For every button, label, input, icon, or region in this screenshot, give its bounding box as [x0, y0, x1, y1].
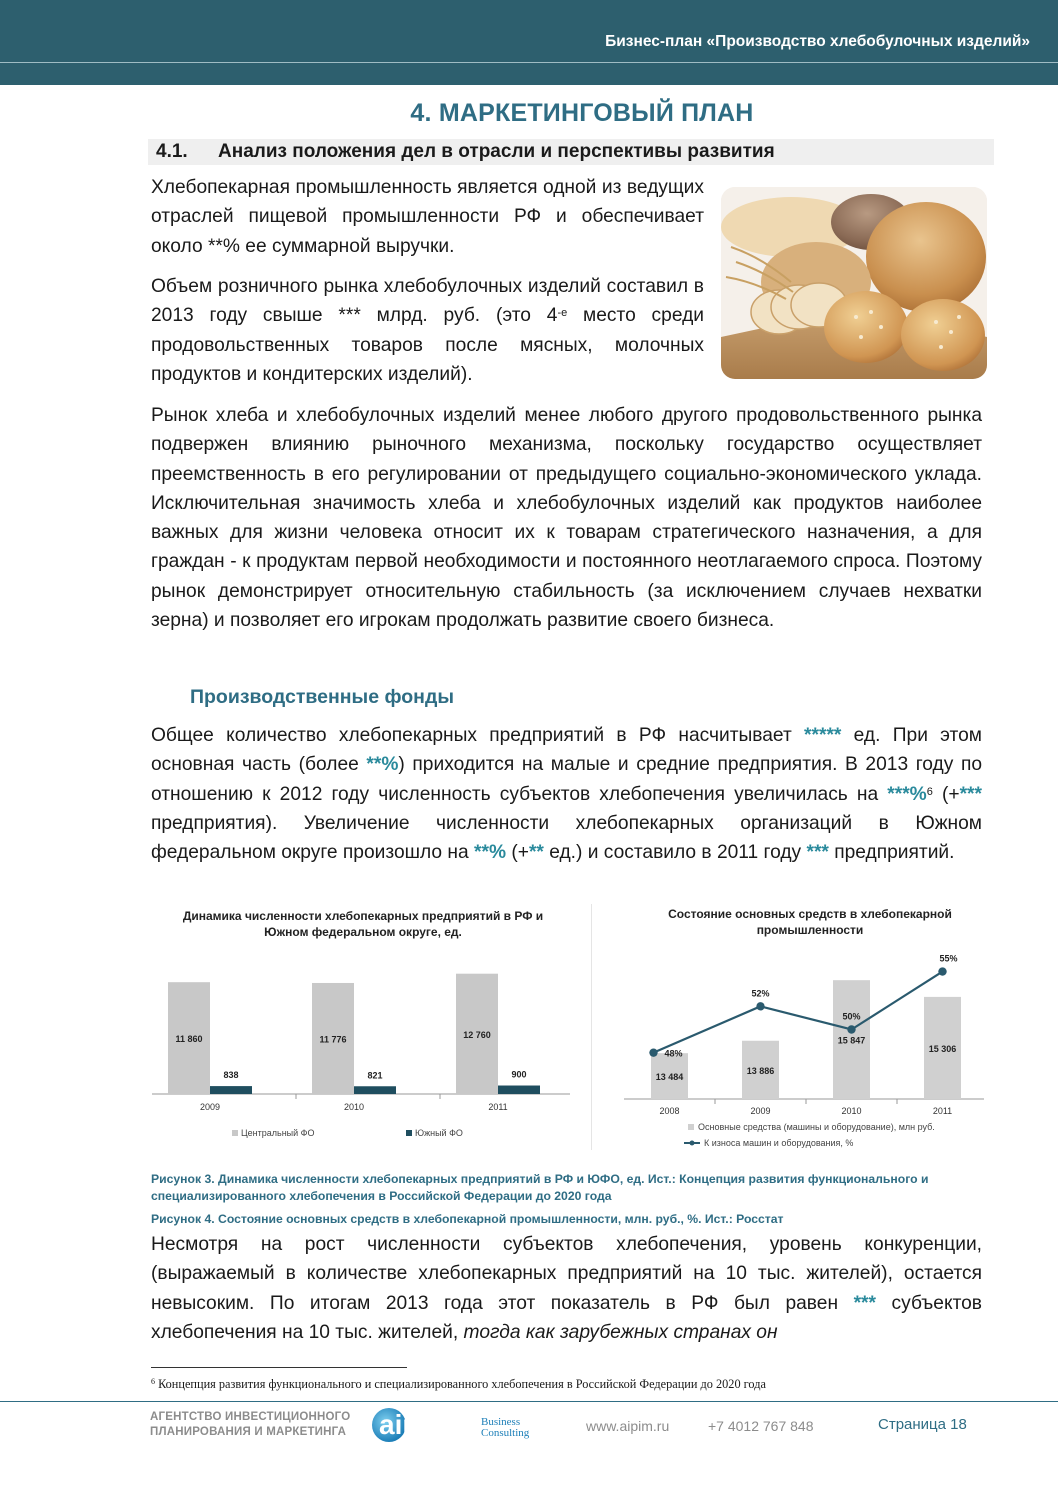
chart2-point-label-2010: 50%: [842, 1011, 861, 1022]
pf-hidden-1: *****: [804, 725, 842, 746]
chart1-legend-south: Южный ФО: [415, 1128, 463, 1138]
footer-rule: [0, 1401, 1058, 1402]
chart1-label-central-2011: 12 760: [463, 1029, 491, 1040]
paragraph-competition: [151, 1230, 982, 1347]
final-text-2: субъектов хлебопечения на 10 тыс. жителей,: [151, 1292, 983, 1343]
chart2-legend-bar-swatch: [688, 1124, 694, 1130]
chart-fixed-assets-svg: [608, 902, 988, 1154]
pf-hidden-7: ***: [806, 842, 829, 864]
chart2-tick-2011: 2011: [932, 1106, 953, 1116]
pf-text-4: (+: [932, 783, 960, 805]
chart2-tick-2008: 2008: [659, 1106, 680, 1116]
chart2-title-line-1: промышленности: [756, 923, 864, 937]
chart2-point-label-2009: 52%: [751, 988, 770, 999]
footnote-rule: [151, 1367, 407, 1368]
footnote: [151, 1377, 766, 1392]
chart2-tick-2009: 2009: [750, 1106, 771, 1116]
paragraph-market-stability: Рынок хлеба и хлебобулочных изделий менее любого другого продовольственного рынка подвержен влиянию рыночного механизма, поскольку государство осуществляет преемственность в его регулировании от предыдущего социально-экономического уклада. Исключительная значимость хлеба и хлебобулочных изделий как продуктов наиболее важных для жизни человека относит их к товарам стратегического назначения, а для граждан - к продуктам первой необходимости и постоянного неотлагаемого спроса. Поэтому рынок демонстрирует относительную стабильность (за исключением случаев нехватки зерна) и позволяет его игрокам продолжать развитие своего бизнеса.: [151, 405, 982, 632]
chart1-legend-central: Центральный ФО: [241, 1128, 315, 1138]
chart-enterprises: [148, 902, 578, 1159]
chart2-title-line-0: Состояние основных средств в хлебопекарной: [668, 907, 952, 921]
final-hidden-1: ***: [853, 1292, 876, 1314]
subsection-heading: [148, 139, 994, 165]
chart1-tick-2010: 2010: [343, 1102, 365, 1112]
pf-hidden-4: ***: [959, 783, 982, 805]
chart2-tick-2010: 2010: [841, 1106, 862, 1116]
p2-part-b: место среди продовольственных товаров после мясных, молочных продуктов и кондитерских изделий).: [151, 305, 704, 385]
chart1-bar-south-2009: [210, 1086, 252, 1094]
chart2-bar-label-2009: 13 886: [746, 1065, 775, 1076]
pf-hidden-3: ***%: [887, 783, 927, 805]
p2-part-a: Объем розничного рынка хлебобулочных изделий составил в 2013 году свыше *** млрд. руб. (это 4: [151, 276, 704, 327]
logo-sub-1: Business: [481, 1416, 521, 1428]
chart1-legend-central-swatch: [232, 1130, 238, 1136]
chart1-title-line-1: Южном федеральном округе, ед.: [264, 925, 462, 939]
chart2-point-2011: [938, 967, 946, 975]
footer-agency: [150, 1410, 350, 1440]
section-number: 4.: [410, 99, 432, 127]
section-title: [0, 99, 1058, 128]
pf-hidden-5: **%: [474, 842, 507, 864]
chart-divider: [591, 904, 592, 1150]
final-text-1: Несмотря на рост численности субъектов хлебопечения, уровень конкуренции, (выражаемый в количестве хлебопекарных предприятий на 10 тыс. жителей), остается невысоким. По итогам 2013 года этот показатель в РФ был равен: [151, 1234, 982, 1314]
agency-line-1: АГЕНТСТВО ИНВЕСТИЦИОННОГО: [150, 1411, 351, 1423]
chart2-legend-bar: Основные средства (машины и оборудование), млн руб.: [698, 1122, 935, 1132]
chart2-bar-label-2011: 15 306: [928, 1043, 957, 1054]
footnote-ref[interactable]: 6: [926, 785, 933, 798]
chart2-point-label-2008: 48%: [664, 1048, 683, 1059]
pf-text-7: ед.) и составило в 2011 году: [543, 842, 807, 864]
pf-text-8: предприятий.: [828, 842, 955, 864]
p2-superscript: -е: [557, 307, 568, 320]
figure-4-caption: Рисунок 4. Состояние основных средств в хлебопекарной промышленности, млн. руб., %. Ист.: Росстат: [151, 1212, 784, 1226]
logo-word: aipim: [379, 1409, 453, 1440]
aipim-logo-icon: [371, 1405, 536, 1445]
pf-text-5: предприятия). Увеличение численности хлебопекарных организаций в Южном федеральном округе произошло на: [151, 812, 982, 864]
pf-hidden-2: **%: [366, 754, 399, 776]
chart1-title-line-0: Динамика численности хлебопекарных предприятий в РФ и: [182, 909, 544, 923]
bread-photo: [721, 187, 987, 379]
footer-website-link[interactable]: www.aipim.ru: [586, 1418, 670, 1434]
chart1-label-south-2009: 838: [223, 1070, 239, 1081]
chart1-label-south-2010: 821: [367, 1070, 383, 1081]
chart1-tick-2011: 2011: [488, 1102, 508, 1112]
chart1-legend-south-swatch: [406, 1130, 412, 1136]
chart2-point-2009: [756, 1002, 764, 1010]
chart2-point-2008: [649, 1048, 657, 1056]
header-band: [0, 0, 1058, 85]
chart2-line: [654, 972, 943, 1053]
chart-fixed-assets: [608, 902, 988, 1159]
figure-3-caption: Рисунок 3. Динамика численности хлебопекарных предприятий в РФ и ЮФО, ед. Ист.: Концепция развития функционального и специализированного хлебопечения в Российской Федерации до 2020 года: [151, 1172, 929, 1203]
chart2-bar-label-2010: 15 847: [837, 1035, 866, 1046]
chart2-point-label-2011: 55%: [939, 953, 958, 964]
logo-sub-2: Consulting: [481, 1427, 530, 1439]
chart1-bar-south-2010: [354, 1086, 396, 1094]
footer-phone[interactable]: +7 4012 767 848: [708, 1418, 814, 1434]
subsection-number: 4.1.: [156, 141, 188, 162]
production-funds-heading: Производственные фонды: [190, 686, 454, 708]
paragraph-production-funds: [151, 721, 982, 867]
pf-text-3: ) приходится на малые и средние предприятия. В 2013 году по отношению к 2012 году численность субъектов хлебопечения увеличилась на: [151, 754, 983, 805]
header-rule: [0, 62, 1058, 63]
pf-text-2: ед. При этом основная часть (более: [151, 725, 982, 776]
chart2-point-2010: [847, 1025, 855, 1033]
bread-illustration: [721, 187, 987, 379]
section-name: МАРКЕТИНГОВЫЙ ПЛАН: [438, 99, 754, 127]
pf-text-6: (+: [506, 842, 529, 864]
paragraph-industry: Хлебопекарная промышленность является одной из ведущих отраслей пищевой промышленности РФ и обеспечивает около **% ее суммарной выручки.: [151, 177, 704, 257]
aipim-logo[interactable]: [371, 1405, 536, 1445]
chart2-bar-label-2008: 13 484: [655, 1072, 684, 1083]
chart-enterprises-svg: [148, 902, 578, 1154]
page-number: Страница 18: [878, 1416, 967, 1433]
footnote-text: Концепция развития функционального и специализированного хлебопечения в Российской Федерации до 2020 года: [155, 1377, 766, 1391]
chart1-label-central-2009: 11 860: [175, 1034, 203, 1045]
chart1-tick-2009: 2009: [199, 1102, 221, 1112]
chart1-bar-south-2011: [498, 1086, 540, 1094]
pf-hidden-6: **: [528, 842, 544, 864]
final-italic: тогда как зарубежных странах он: [463, 1321, 778, 1343]
chart2-legend-line-dot: [690, 1141, 695, 1146]
footnote-number: 6: [151, 1377, 155, 1386]
chart2-legend-line: К износа машин и оборудования, %: [704, 1138, 854, 1148]
chart1-label-central-2010: 11 776: [319, 1034, 347, 1045]
paragraph-market-volume: [151, 272, 704, 389]
subsection-title: Анализ положения дел в отрасли и перспективы развития: [218, 141, 775, 162]
agency-line-2: ПЛАНИРОВАНИЯ И МАРКЕТИНГА: [150, 1426, 347, 1438]
pf-text-1: Общее количество хлебопекарных предприятий в РФ насчитывает: [151, 725, 805, 746]
document-title: Бизнес-план «Производство хлебобулочных изделий»: [605, 33, 1030, 50]
chart1-label-south-2011: 900: [511, 1069, 527, 1080]
